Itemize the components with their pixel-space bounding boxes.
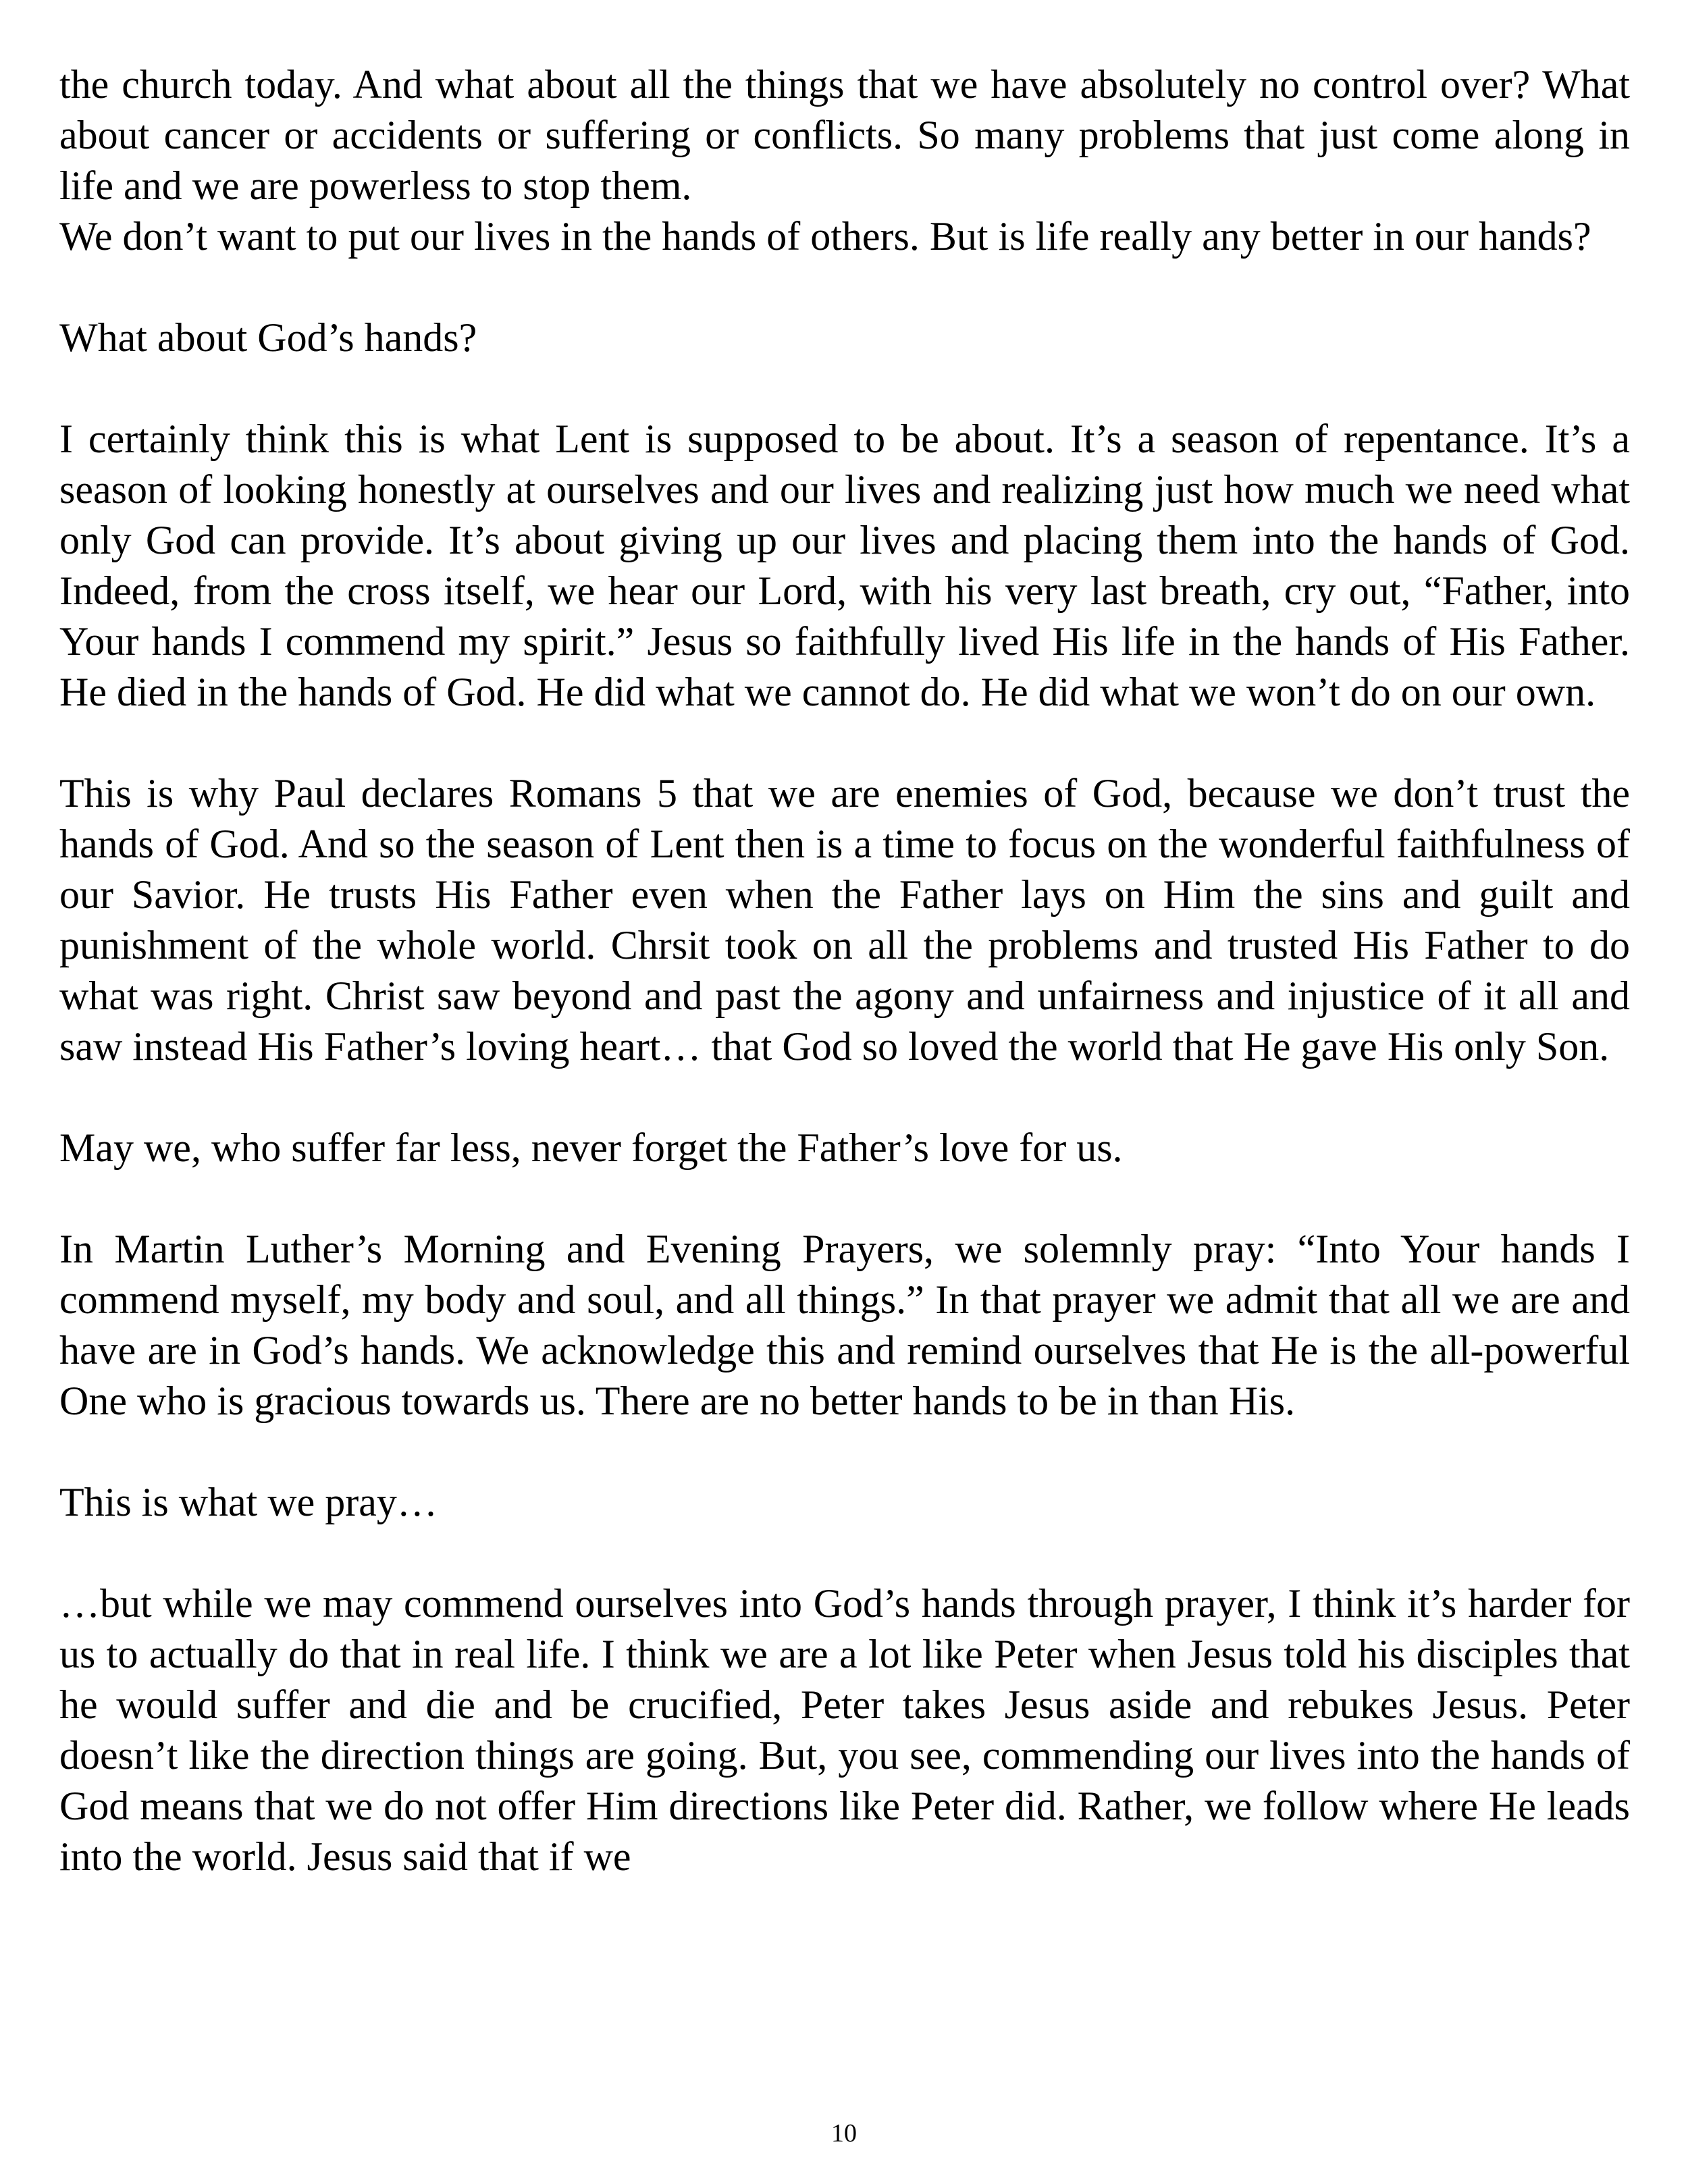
paragraph-line: …but while we may commend ourselves into God’s hands through prayer, I think it’s harder for us to actually do that in real life. I think we are a lot like Peter when Jesus told his disciples that he would suffer and die and be crucified, Peter takes Jesus aside and rebukes Jesus. Peter doesn’t like the direction things are going. But, you see, commending our lives into the hands of God means that we do not offer Him directions like Peter did. Rather, we follow where He leads into the world. Jesus said that if we xyxy=(59,1581,1630,1879)
paragraph-3 xyxy=(59,414,1630,718)
paragraph-2 xyxy=(59,313,1630,363)
paragraph-line: We don’t want to put our lives in the hands of others. But is life really any better in our hands? xyxy=(59,214,1591,259)
paragraph-line: I certainly think this is what Lent is supposed to be about. It’s a season of repentance. It’s a season of looking honestly at ourselves and our lives and realizing just how much we need what only God can provide. It’s about giving up our lives and placing them into the hands of God. Indeed, from the cross itself, we hear our Lord, with his very last breath, cry out, “Father, into Your hands I commend my spirit.” Jesus so faithfully lived His life in the hands of His Father. He died in the hands of God. He did what we cannot do. He did what we won’t do on our own. xyxy=(59,417,1630,714)
paragraph-line: May we, who suffer far less, never forget the Father’s love for us. xyxy=(59,1125,1123,1170)
paragraph-6 xyxy=(59,1224,1630,1427)
paragraph-line: What about God’s hands? xyxy=(59,315,477,360)
paragraph-5 xyxy=(59,1123,1630,1173)
page-number: 10 xyxy=(831,2119,857,2148)
paragraph-1 xyxy=(59,59,1630,262)
document-page xyxy=(59,59,1630,1933)
paragraph-4 xyxy=(59,768,1630,1072)
paragraph-7 xyxy=(59,1477,1630,1528)
paragraph-line: In Martin Luther’s Morning and Evening Prayers, we solemnly pray: “Into Your hands I commend myself, my body and soul, and all things.” In that prayer we admit that all we are and have are in God’s hands. We acknowledge this and remind ourselves that He is the all-powerful One who is gracious towards us. There are no better hands to be in than His. xyxy=(59,1227,1630,1423)
paragraph-line: the church today. And what about all the things that we have absolutely no control over? What about cancer or accidents or suffering or conflicts. So many problems that just come along in life and we are powerless to stop them. xyxy=(59,62,1630,208)
paragraph-line: This is why Paul declares Romans 5 that we are enemies of God, because we don’t trust the hands of God. And so the season of Lent then is a time to focus on the wonderful faithfulness of our Savior. He trusts His Father even when the Father lays on Him the sins and guilt and punishment of the whole world. Chrsit took on all the problems and trusted His Father to do what was right. Christ saw beyond and past the agony and unfairness and injustice of it all and saw instead His Father’s loving heart… that God so loved the world that He gave His only Son. xyxy=(59,771,1630,1069)
paragraph-8 xyxy=(59,1578,1630,1882)
paragraph-line: This is what we pray… xyxy=(59,1480,438,1524)
